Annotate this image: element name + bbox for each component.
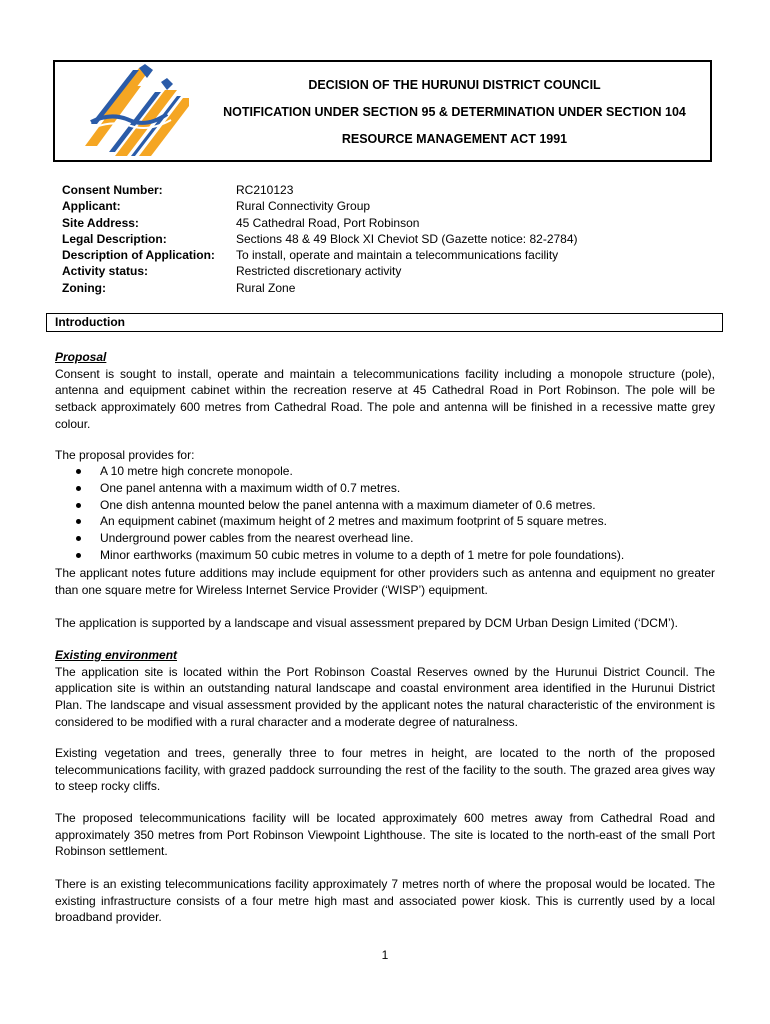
existing-environment-heading: Existing environment	[55, 648, 178, 662]
consent-label: Consent Number:	[62, 183, 163, 197]
proposal-heading: Proposal	[55, 350, 107, 364]
list-item	[55, 480, 715, 497]
list-item-text: An equipment cabinet (maximum height of 2 metres and maximum footprint of 5 square metres.	[100, 514, 607, 529]
consent-row	[62, 248, 578, 264]
proposal-block	[55, 349, 715, 433]
consent-label: Site Address:	[62, 215, 139, 230]
list-item-text: Minor earthworks (maximum 50 cubic metres in volume to a depth of 1 metre for pole foundations).	[100, 547, 625, 562]
consent-value: 45 Cathedral Road, Port Robinson	[236, 215, 420, 230]
consent-label: Activity status:	[62, 264, 149, 279]
list-item	[55, 497, 715, 514]
list-item-text: Underground power cables from the nearest overhead line.	[100, 531, 414, 546]
consent-value: Rural Connectivity Group	[236, 199, 371, 214]
consent-row	[62, 183, 578, 199]
bullet-icon	[76, 519, 81, 524]
provides-intro: The proposal provides for:	[55, 448, 195, 462]
existing-paragraph-3: The proposed telecommunications facility will be located approximately 600 metres away from Cathedral Road and approximately 350 metres from Port Robinson Viewpoint Lighthouse. The site is located to the north-east of the small Port Robinson settlement.	[55, 811, 715, 859]
header-box	[53, 60, 712, 162]
list-item-text: One dish antenna mounted below the panel antenna with a maximum diameter of 0.6 metres.	[100, 497, 596, 512]
consent-value: Restricted discretionary activity	[236, 264, 402, 279]
consent-label: Legal Description:	[62, 231, 167, 246]
consent-label: Zoning:	[62, 280, 106, 295]
consent-value: Sections 48 & 49 Block XI Cheviot SD (Gazette notice: 82-2784)	[236, 231, 578, 246]
bullet-icon	[76, 486, 81, 491]
consent-row	[62, 264, 578, 280]
proposal-paragraph: Consent is sought to install, operate and maintain a telecommunications facility including a monopole structure (pole), antenna and equipment cabinet within the recreation reserve at 45 Cathedral Road in Port Robinson. The pole will be setback approximately 600 metres from Cathedral Road. The pole and antenna will be finished in a recessive matte grey colour.	[55, 366, 715, 431]
existing-paragraph-1: The application site is located within the Port Robinson Coastal Reserves owned by the Hurunui District Council. The application site is within an outstanding natural landscape and coastal environment area identified in the Hurunui District Plan. The landscape and visual assessment provided by the applicant notes the natural characteristic of the environment is considered to be modified with a rural character and a moderate degree of naturalness.	[55, 664, 715, 729]
bullet-icon	[76, 469, 81, 474]
header-title-1: DECISION OF THE HURUNUI DISTRICT COUNCIL	[308, 78, 601, 92]
bullet-icon	[76, 553, 81, 558]
bullet-icon	[76, 536, 81, 541]
consent-label: Description of Application:	[62, 248, 215, 263]
existing-environment-block	[55, 647, 715, 731]
consent-row	[62, 199, 578, 215]
section-heading-introduction: Introduction	[46, 313, 723, 332]
council-logo	[81, 64, 189, 160]
list-item	[55, 530, 715, 547]
proposal-bullet-list	[55, 463, 715, 564]
list-item-text: A 10 metre high concrete monopole.	[100, 464, 293, 478]
consent-row	[62, 232, 578, 248]
header-titles	[205, 78, 704, 159]
header-title-2: NOTIFICATION UNDER SECTION 95 & DETERMINATION UNDER SECTION 104	[223, 105, 686, 119]
consent-row	[62, 281, 578, 297]
page-number: 1	[381, 948, 389, 962]
consent-value: RC210123	[236, 183, 294, 197]
consent-details	[62, 183, 578, 297]
list-item	[55, 513, 715, 530]
list-item	[55, 463, 715, 480]
consent-row	[62, 216, 578, 232]
consent-value: To install, operate and maintain a telecommunications facility	[236, 248, 559, 263]
consent-value: Rural Zone	[236, 280, 296, 295]
consent-label: Applicant:	[62, 199, 121, 214]
existing-paragraph-2: Existing vegetation and trees, generally three to four metres in height, are located to the north of the proposed telecommunications facility, with grazed paddock surrounding the rest of the facility to the south. The grazed area gives way to steep rocky cliffs.	[55, 746, 715, 794]
existing-paragraph-4: There is an existing telecommunications facility approximately 7 metres north of where the proposal would be located. The existing infrastructure consists of a four metre high mast and associated power kiosk. This is currently used by a local broadband provider.	[55, 877, 715, 925]
future-additions-paragraph: The applicant notes future additions may include equipment for other providers such as antenna and equipment no greater than one square metre for Wireless Internet Service Provider (‘WISP’) equipment.	[55, 566, 715, 597]
bullet-icon	[76, 503, 81, 508]
list-item	[55, 547, 715, 564]
list-item-text: One panel antenna with a maximum width of 0.7 metres.	[100, 480, 401, 495]
assessment-support-paragraph: The application is supported by a landscape and visual assessment prepared by DCM Urban Design Limited (‘DCM’).	[55, 616, 678, 630]
header-title-3: RESOURCE MANAGEMENT ACT 1991	[341, 132, 568, 146]
